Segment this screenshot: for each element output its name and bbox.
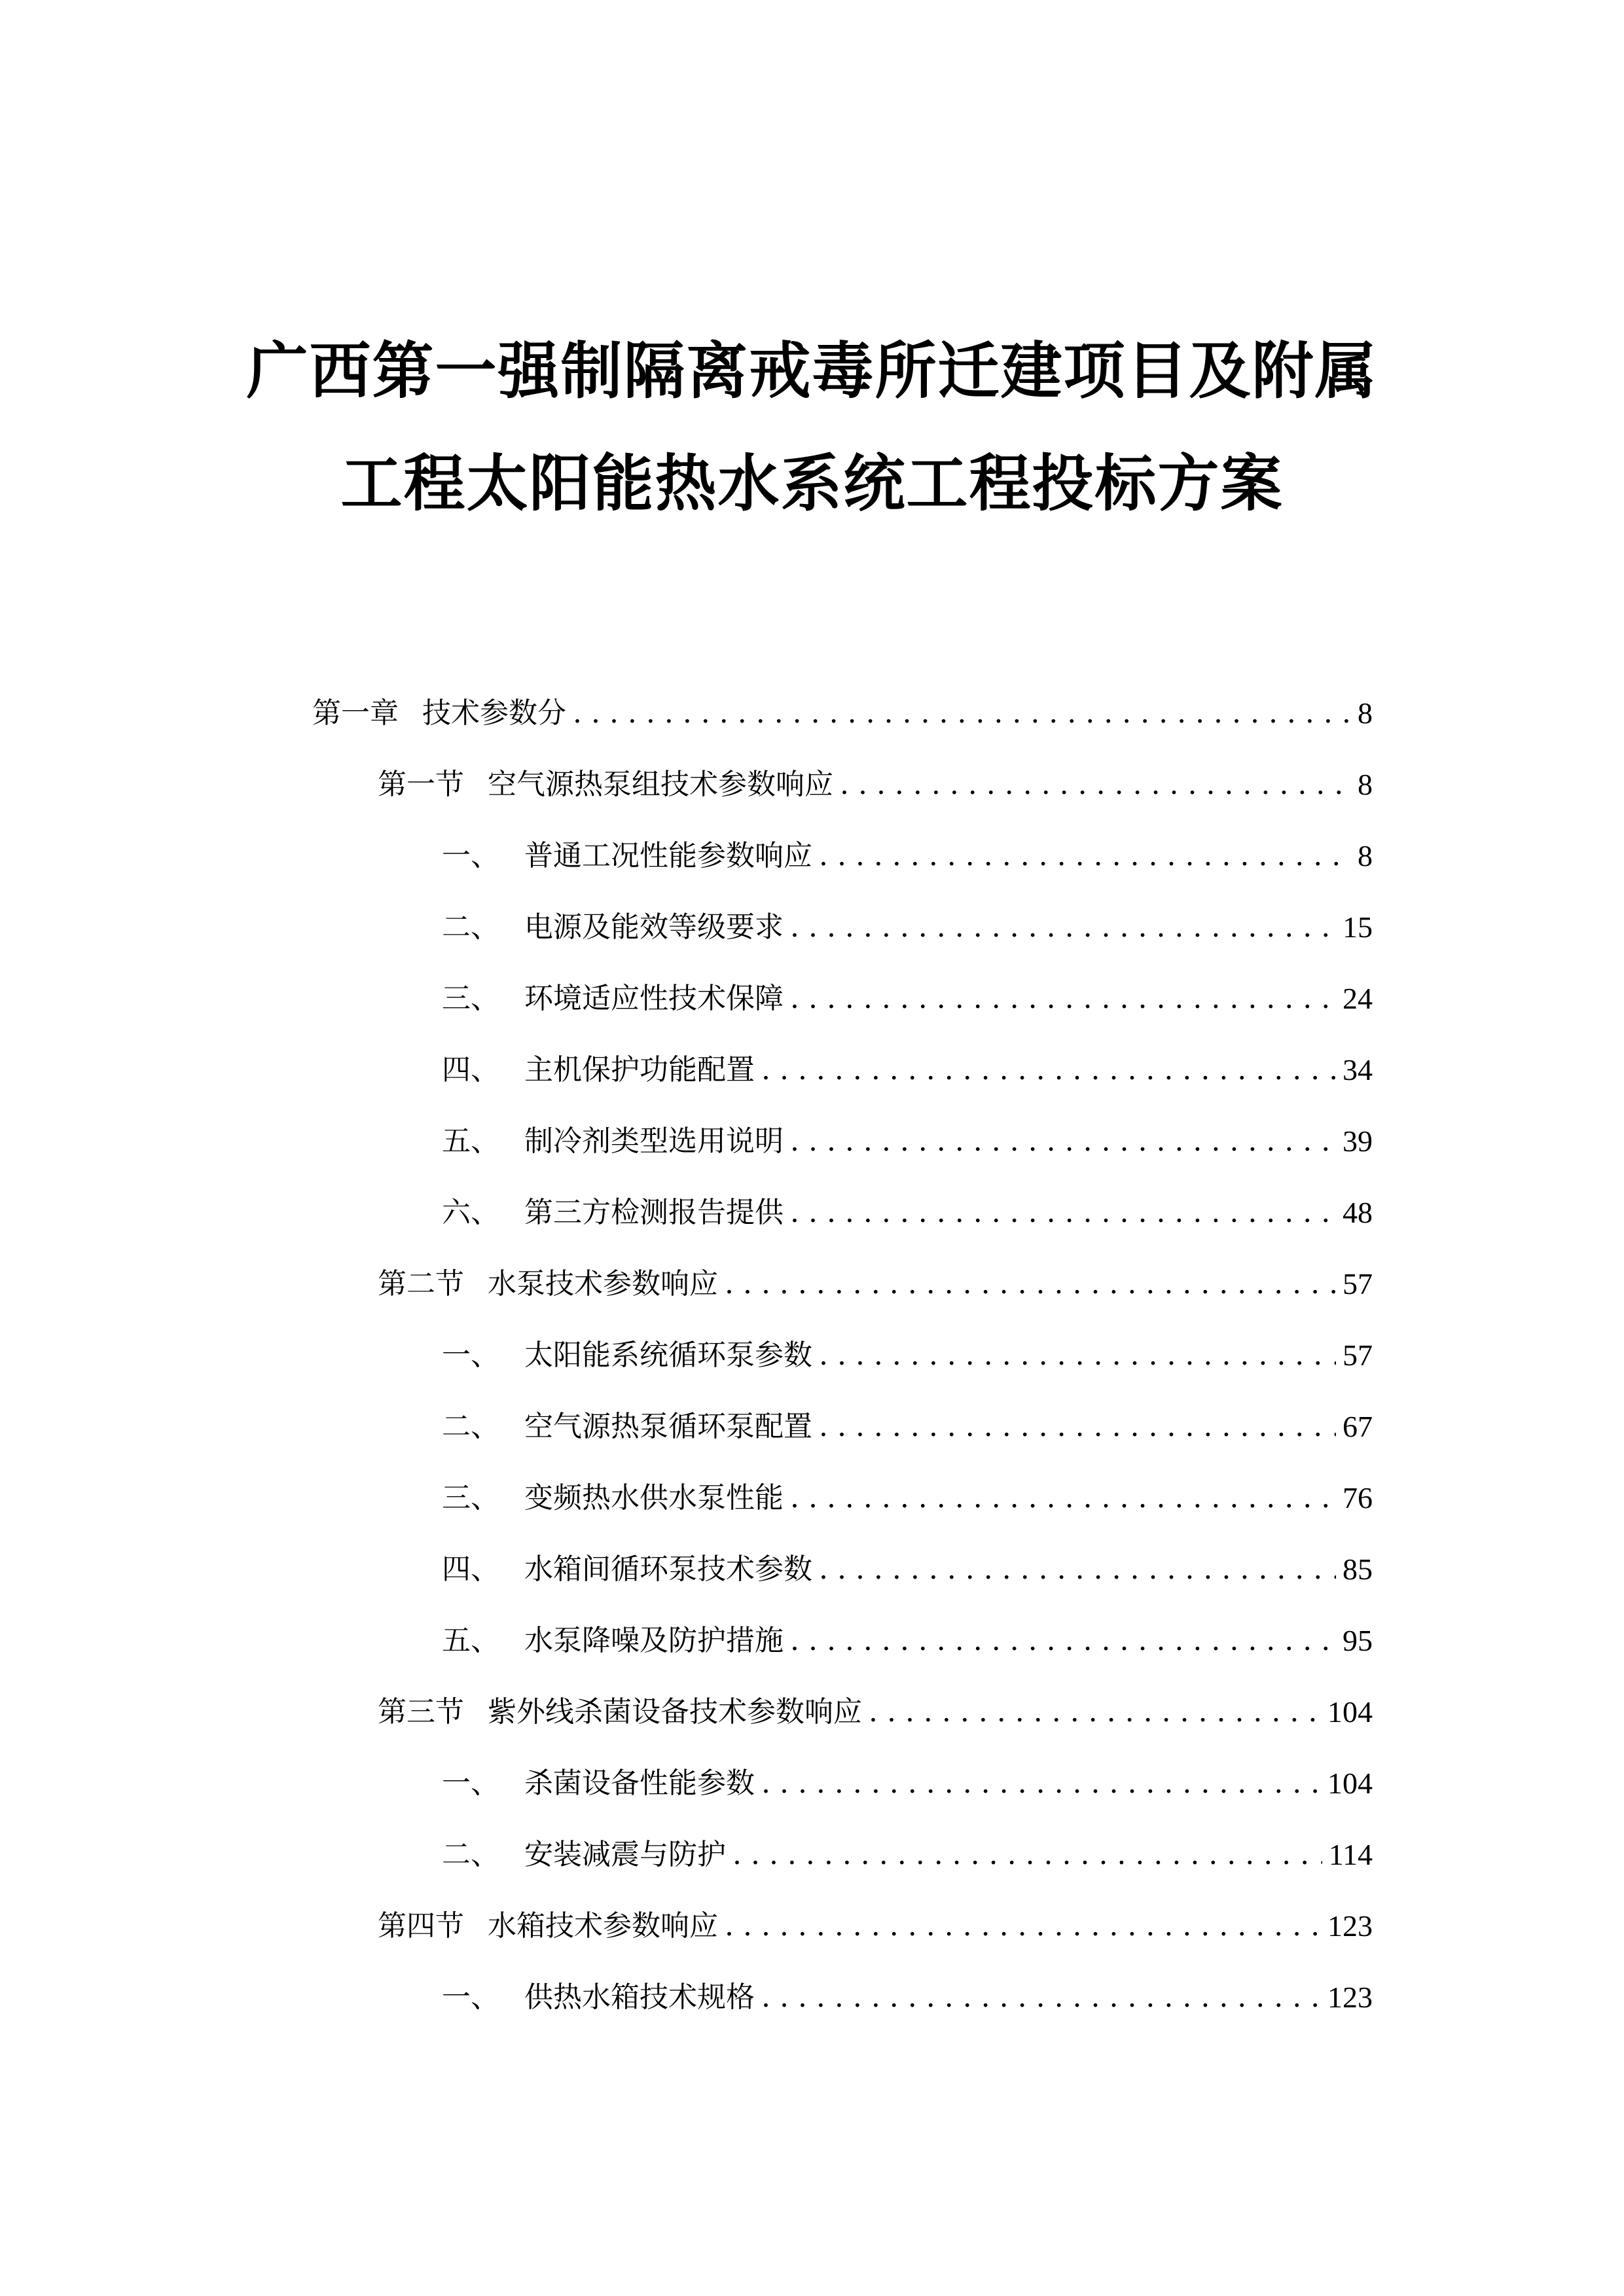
toc-entry-number: 五、 <box>442 1124 499 1158</box>
toc-dot-leader <box>573 691 1351 736</box>
toc-entry-title: 水箱间循环泵技术参数 <box>524 1552 812 1586</box>
toc-entry[interactable] <box>378 1689 1373 1735</box>
toc-entry-title: 技术参数分 <box>422 696 566 730</box>
toc-entry-page-number: 85 <box>1343 1552 1373 1586</box>
toc-dot-leader <box>790 1190 1336 1236</box>
toc-entry-page-number: 8 <box>1358 696 1373 730</box>
toc-entry-page-number: 34 <box>1343 1053 1373 1086</box>
toc-entry-number: 第四节 <box>378 1909 464 1943</box>
toc-entry-number: 四、 <box>442 1053 499 1086</box>
toc-entry-number: 第二节 <box>378 1267 464 1300</box>
toc-entry-page-number: 95 <box>1343 1624 1373 1657</box>
toc-dot-leader <box>790 905 1336 950</box>
toc-entry-page-number: 24 <box>1343 982 1373 1015</box>
toc-entry-title: 太阳能系统循环泵参数 <box>524 1338 812 1372</box>
toc-entry-number: 一、 <box>442 1767 499 1800</box>
toc-entry[interactable] <box>442 1119 1373 1164</box>
toc-entry-page-number: 104 <box>1327 1767 1373 1800</box>
toc-dot-leader <box>761 1761 1321 1806</box>
toc-entry[interactable] <box>378 1261 1373 1307</box>
toc-entry-title: 普通工况性能参数响应 <box>524 839 812 872</box>
toc-dot-leader <box>725 1261 1336 1307</box>
toc-entry[interactable] <box>442 1761 1373 1806</box>
toc-entry-number: 六、 <box>442 1196 499 1229</box>
toc-entry-number: 第一章 <box>312 696 399 730</box>
document-title-line-2: 工程太阳能热水系统工程投标方案 <box>340 448 1284 520</box>
toc-entry[interactable] <box>312 691 1373 736</box>
toc-entry[interactable] <box>442 1975 1373 2020</box>
toc-entry[interactable] <box>442 1618 1373 1664</box>
toc-entry-title: 供热水箱技术规格 <box>524 1981 755 2014</box>
toc-entry-title: 紫外线杀菌设备技术参数响应 <box>488 1695 862 1729</box>
toc-entry-title: 水泵降噪及防护措施 <box>524 1624 784 1657</box>
toc-dot-leader <box>790 1618 1336 1664</box>
toc-entry-page-number: 114 <box>1328 1838 1373 1871</box>
toc-entry-page-number: 8 <box>1358 839 1373 872</box>
toc-entry[interactable] <box>442 1047 1373 1093</box>
toc-entry-title: 制冷剂类型选用说明 <box>524 1124 784 1158</box>
toc-entry-number: 第三节 <box>378 1695 464 1729</box>
toc-entry-number: 二、 <box>442 1410 499 1443</box>
toc-dot-leader <box>725 1903 1321 1949</box>
toc-entry-title: 水泵技术参数响应 <box>488 1267 718 1300</box>
toc-entry-title: 环境适应性技术保障 <box>524 982 784 1015</box>
toc-entry-page-number: 123 <box>1327 1981 1373 2014</box>
toc-entry-title: 水箱技术参数响应 <box>488 1909 718 1943</box>
toc-entry-page-number: 8 <box>1358 768 1373 801</box>
toc-dot-leader <box>819 833 1351 879</box>
toc-entry[interactable] <box>442 1547 1373 1592</box>
toc-entry[interactable] <box>442 1333 1373 1378</box>
toc-entry-page-number: 15 <box>1343 910 1373 944</box>
toc-entry-page-number: 76 <box>1343 1481 1373 1515</box>
toc-entry-page-number: 48 <box>1343 1196 1373 1229</box>
toc-entry-title: 第三方检测报告提供 <box>524 1196 784 1229</box>
toc-entry-page-number: 57 <box>1343 1267 1373 1300</box>
toc-entry-title: 安装减震与防护 <box>524 1838 726 1871</box>
toc-entry[interactable] <box>442 976 1373 1022</box>
toc-entry-number: 三、 <box>442 1481 499 1515</box>
toc-entry-number: 二、 <box>442 1838 499 1871</box>
toc-dot-leader <box>840 762 1351 808</box>
toc-dot-leader <box>761 1047 1336 1093</box>
toc-entry-page-number: 104 <box>1327 1695 1373 1729</box>
toc-dot-leader <box>790 1119 1336 1164</box>
toc-entry-page-number: 123 <box>1327 1909 1373 1943</box>
toc-entry-title: 变频热水供水泵性能 <box>524 1481 784 1515</box>
toc-entry-page-number: 57 <box>1343 1338 1373 1372</box>
toc-entry-title: 主机保护功能配置 <box>524 1053 755 1086</box>
toc-dot-leader <box>819 1547 1336 1592</box>
toc-entry-number: 二、 <box>442 910 499 944</box>
toc-dot-leader <box>761 1975 1321 2020</box>
toc-entry-number: 第一节 <box>378 768 464 801</box>
toc-entry[interactable] <box>442 1404 1373 1450</box>
toc-entry[interactable] <box>442 1190 1373 1236</box>
toc-dot-leader <box>869 1689 1321 1735</box>
toc-entry-title: 空气源热泵组技术参数响应 <box>488 768 833 801</box>
toc-entry-number: 一、 <box>442 1981 499 2014</box>
toc-entry[interactable] <box>442 905 1373 950</box>
document-title-line-1: 广西第一强制隔离戒毒所迁建项目及附属 <box>246 336 1378 407</box>
toc-entry[interactable] <box>378 1903 1373 1949</box>
toc-entry-title: 电源及能效等级要求 <box>524 910 784 944</box>
toc-entry-number: 四、 <box>442 1552 499 1586</box>
toc-dot-leader <box>790 1475 1336 1521</box>
toc-entry[interactable] <box>442 833 1373 879</box>
toc-dot-leader <box>732 1832 1322 1878</box>
toc-entry-page-number: 39 <box>1343 1124 1373 1158</box>
toc-dot-leader <box>819 1333 1336 1378</box>
toc-dot-leader <box>819 1404 1336 1450</box>
toc-entry-number: 一、 <box>442 1338 499 1372</box>
toc-entry[interactable] <box>442 1475 1373 1521</box>
toc-entry-number: 五、 <box>442 1624 499 1657</box>
toc-entry-number: 一、 <box>442 839 499 872</box>
toc-entry[interactable] <box>378 762 1373 808</box>
toc-dot-leader <box>790 976 1336 1022</box>
toc-entry-title: 杀菌设备性能参数 <box>524 1767 755 1800</box>
toc-entry-number: 三、 <box>442 982 499 1015</box>
toc-entry-page-number: 67 <box>1343 1410 1373 1443</box>
toc-entry-title: 空气源热泵循环泵配置 <box>524 1410 812 1443</box>
toc-entry[interactable] <box>442 1832 1373 1878</box>
